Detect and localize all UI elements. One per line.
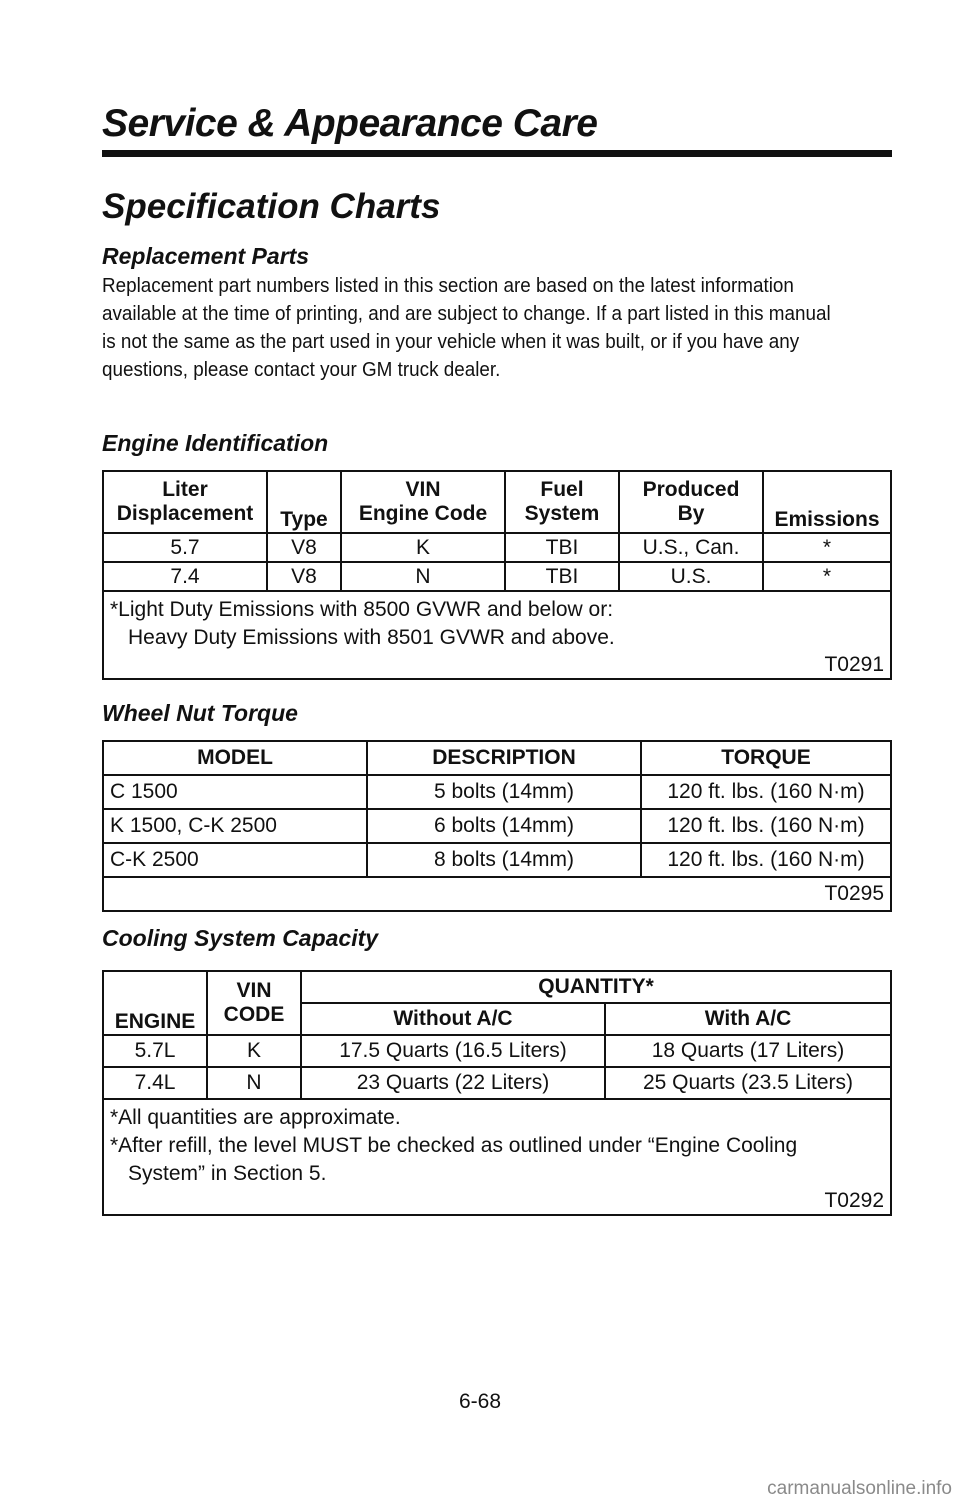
header-fuel-system [505, 471, 619, 533]
header-vin-engine-code [341, 471, 505, 533]
header-text: By [677, 502, 705, 525]
quantity-note: System” in Section 5. [128, 1162, 327, 1185]
table-row [103, 533, 891, 562]
watermark: carmanualsonline.info [767, 1478, 952, 1499]
wheel-nut-torque-heading: Wheel Nut Torque [102, 700, 298, 726]
engine-identification-heading: Engine Identification [102, 430, 329, 456]
table-note-row [103, 591, 891, 679]
header-text: Fuel [540, 478, 584, 501]
table-code: T0292 [824, 1189, 884, 1212]
table-header-row [103, 971, 891, 1003]
table-row [103, 775, 891, 809]
cell-without-ac: 17.5 Quarts (16.5 Liters) [301, 1035, 605, 1067]
cell-produced: U.S., Can. [619, 533, 763, 562]
emissions-note: Heavy Duty Emissions with 8501 GVWR and above. [128, 626, 615, 649]
cell-with-ac: 25 Quarts (23.5 Liters) [605, 1067, 891, 1099]
cell-liter: 7.4 [103, 562, 267, 591]
header-text: Engine Code [358, 502, 488, 525]
cell-vin: N [341, 562, 505, 591]
quantity-note: *After refill, the level MUST be checked as outlined under “Engine Cooling [110, 1134, 798, 1157]
cell-engine: 5.7L [103, 1035, 207, 1067]
cooling-system-heading: Cooling System Capacity [102, 925, 379, 951]
cell-vin: N [207, 1067, 301, 1099]
note-cell [103, 877, 891, 911]
section-title: Specification Charts [102, 187, 441, 226]
table-note-row [103, 1099, 891, 1215]
header-text: Displacement [116, 502, 254, 525]
table-row [103, 809, 891, 843]
wheel-nut-torque-table [102, 740, 892, 912]
cell-vin: K [207, 1035, 301, 1067]
header-liter-displacement [103, 471, 267, 533]
cell-engine: 7.4L [103, 1067, 207, 1099]
header-text: Produced [642, 478, 740, 501]
replacement-parts-heading: Replacement Parts [102, 243, 310, 269]
cooling-system-table [102, 970, 892, 1216]
cell-fuel: TBI [505, 562, 619, 591]
table-row [103, 562, 891, 591]
cell-liter: 5.7 [103, 533, 267, 562]
table-row [103, 1067, 891, 1099]
cell-torque: 120 ft. lbs. (160 N·m) [641, 843, 891, 877]
cell-vin: K [341, 533, 505, 562]
cell-emissions: * [763, 533, 891, 562]
engine-identification-table [102, 470, 892, 680]
cell-model: K 1500, C-K 2500 [103, 809, 367, 843]
header-model: MODEL [103, 741, 367, 775]
emissions-note: *Light Duty Emissions with 8500 GVWR and below or: [110, 598, 614, 621]
cell-torque: 120 ft. lbs. (160 N·m) [641, 775, 891, 809]
running-head: Service & Appearance Care [102, 102, 598, 145]
header-description: DESCRIPTION [367, 741, 641, 775]
header-text: Emissions [774, 508, 880, 531]
header-text: VIN [405, 478, 441, 501]
header-text: VIN [236, 979, 272, 1002]
cell-emissions: * [763, 562, 891, 591]
header-produced-by [619, 471, 763, 533]
header-with-ac: With A/C [605, 1003, 891, 1035]
page-number: 6-68 [458, 1390, 502, 1413]
cell-type: V8 [267, 562, 341, 591]
cell-fuel: TBI [505, 533, 619, 562]
table-row [103, 843, 891, 877]
cell-model: C-K 2500 [103, 843, 367, 877]
cell-model: C 1500 [103, 775, 367, 809]
cell-description: 5 bolts (14mm) [367, 775, 641, 809]
header-text: Liter [162, 478, 208, 501]
table-header-row [103, 741, 891, 775]
header-type [267, 471, 341, 533]
header-engine: ENGINE [103, 971, 207, 1035]
table-code: T0291 [824, 653, 884, 676]
header-torque: TORQUE [641, 741, 891, 775]
cell-produced: U.S. [619, 562, 763, 591]
note-cell [103, 591, 891, 679]
cell-with-ac: 18 Quarts (17 Liters) [605, 1035, 891, 1067]
table-header-row [103, 471, 891, 533]
header-rule [102, 150, 892, 157]
header-text: Type [280, 508, 328, 531]
replacement-parts-paragraph: Replacement part numbers listed in this section are based on the latest information available at the time of printing, and are subject to change. If a part listed in this manual is not the same as the part used in your vehicle when it was built, or if you have any questions, please contact your GM truck dealer. [102, 274, 831, 381]
table-code: T0295 [824, 882, 884, 905]
cell-torque: 120 ft. lbs. (160 N·m) [641, 809, 891, 843]
table-note-row [103, 877, 891, 911]
header-vin-code [207, 971, 301, 1035]
header-text: CODE [223, 1003, 285, 1026]
table-row [103, 1035, 891, 1067]
cell-without-ac: 23 Quarts (22 Liters) [301, 1067, 605, 1099]
header-emissions [763, 471, 891, 533]
cell-description: 8 bolts (14mm) [367, 843, 641, 877]
cell-type: V8 [267, 533, 341, 562]
note-cell [103, 1099, 891, 1215]
cell-description: 6 bolts (14mm) [367, 809, 641, 843]
quantity-note: *All quantities are approximate. [110, 1106, 401, 1129]
header-quantity: QUANTITY* [301, 971, 891, 1003]
header-text: System [524, 502, 600, 525]
header-without-ac: Without A/C [301, 1003, 605, 1035]
